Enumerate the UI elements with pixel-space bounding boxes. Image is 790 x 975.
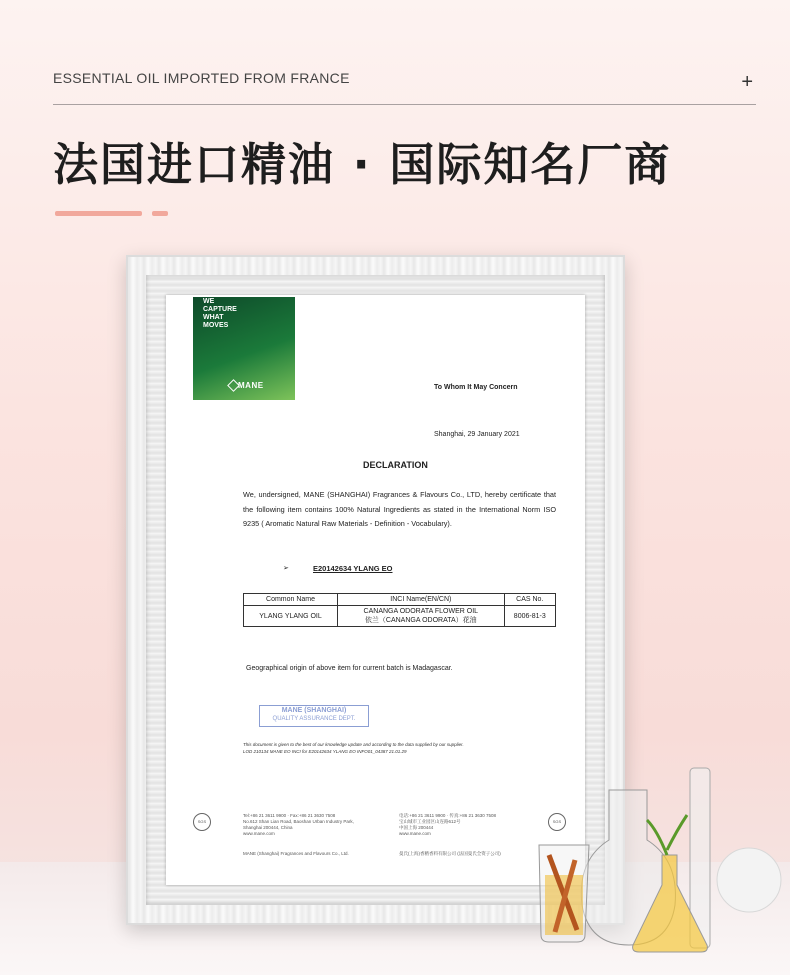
stamp-line-1: MANE (SHANGHAI)	[281, 707, 347, 714]
header-common-name: Common Name	[244, 594, 338, 606]
inci-cn: 依兰（CANANGA ODORATA）花油	[364, 617, 477, 624]
header-cas-no: CAS No.	[504, 594, 555, 606]
cell-common-name: YLANG YLANG OIL	[244, 606, 338, 627]
accent-bar-long	[55, 211, 142, 216]
footer-contact-en: Tel:+86 21 3611 9900 · Fax:+86 21 3630 7508 No.612 Shan Lian Road, Baoshan Urban Industry Park, Shanghai 200444, China www.mane.com	[243, 813, 354, 836]
qa-stamp	[259, 705, 369, 727]
logo-brand: MANE	[238, 381, 264, 390]
origin-statement: Geographical origin of above item for current batch is Madagascar.	[246, 665, 453, 672]
disclaimer: This document is given to the best of our knowledge update and according to the data supplied by our supplier. LOD 210134 MANE EO INCI for E20142634 YLANG EO INFO01_04387 21.01.29	[243, 742, 464, 754]
certificate-document	[166, 295, 585, 885]
cell-cas-no: 8006-81-3	[504, 606, 555, 627]
inci-table	[243, 593, 556, 627]
logo-tagline: WE CAPTURE WHAT MOVES	[203, 298, 237, 329]
sgs-badge-right: SGS	[548, 813, 566, 831]
declaration-title: DECLARATION	[363, 460, 428, 470]
table-header-row	[244, 594, 556, 606]
declaration-paragraph: We, undersigned, MANE (SHANGHAI) Fragrances & Flavours Co., LTD, hereby certificate that the following item contains 100% Natural Ingredients as stated in the International Norm ISO 9235 ( Aromatic Natural Raw Materials - Definition - Vocabulary).	[243, 490, 556, 528]
top-subtitle: ESSENTIAL OIL IMPORTED FROM FRANCE	[53, 70, 350, 86]
product-code: E20142634 YLANG EO	[313, 564, 393, 573]
header-inci-name: INCI Name(EN/CN)	[338, 594, 504, 606]
sgs-badge-left: SGS	[193, 813, 211, 831]
document-date: Shanghai, 29 January 2021	[434, 431, 520, 438]
stamp-line-2: QUALITY ASSURANCE DEPT.	[272, 716, 356, 722]
footer-company-cn: 曼氏(上海)香精香料有限公司 (法国曼氏全资子公司)	[399, 851, 501, 856]
bullet-arrow-icon: ➢	[283, 565, 289, 572]
page-headline: 法国进口精油 · 国际知名厂商	[53, 138, 672, 191]
lab-glassware-illustration	[527, 760, 790, 975]
divider-line	[53, 104, 756, 105]
plus-icon[interactable]: +	[741, 71, 753, 93]
cell-inci-name	[338, 606, 504, 627]
footer-contact-cn: 电话:+86 21 3611 9900 · 传真:+86 21 3630 7508 宝山城市工业园区山连路612号 中国上海 200444 www.mane.com	[399, 813, 496, 836]
footer-company-en: MANE (Shanghai) Fragrances and Flavours Co., Ltd.	[243, 851, 349, 856]
accent-bar-short	[152, 211, 168, 216]
addressee: To Whom It May Concern	[434, 384, 518, 391]
bubble-sphere	[717, 848, 781, 912]
mane-logo	[193, 297, 295, 400]
table-row	[244, 606, 556, 627]
inci-en: CANANGA ODORATA FLOWER OIL	[363, 608, 479, 615]
